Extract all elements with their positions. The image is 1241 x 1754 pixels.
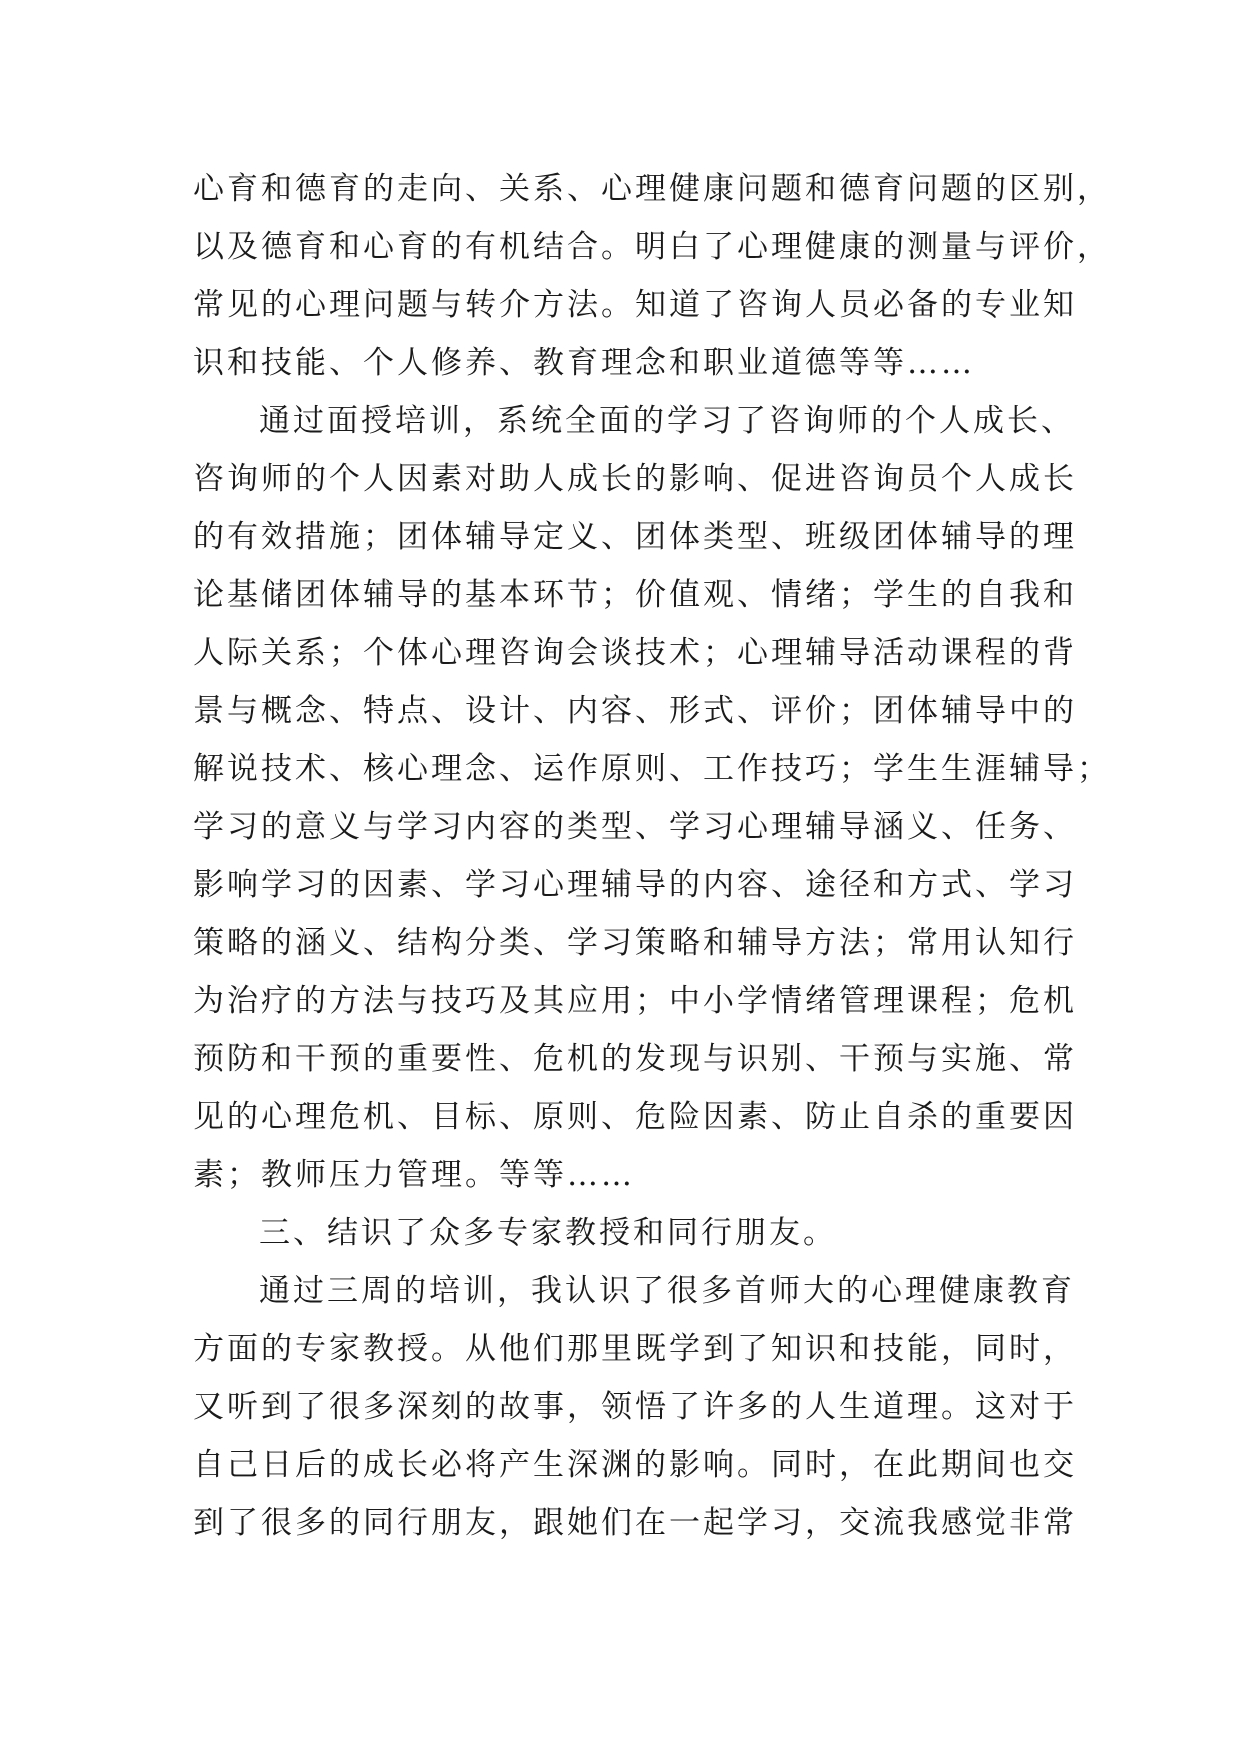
document-body: [193, 160, 1111, 1552]
text-line: 识和技能、个人修养、教育理念和职业道德等等……: [193, 345, 975, 381]
text-line: 景与概念、特点、设计、内容、形式、评价；团体辅导中的: [193, 693, 1077, 729]
text-line: 又听到了很多深刻的故事，领悟了许多的人生道理。这对于: [193, 1389, 1077, 1425]
text-line: 心育和德育的走向、关系、心理健康问题和德育问题的区别，: [193, 171, 1111, 207]
text-line: 预防和干预的重要性、危机的发现与识别、干预与实施、常: [193, 1041, 1077, 1077]
paragraph-first-line: 通过面授培训，系统全面的学习了咨询师的个人成长、: [259, 403, 1075, 439]
text-line: 自己日后的成长必将产生深渊的影响。同时，在此期间也交: [193, 1447, 1077, 1483]
text-line: 论基储团体辅导的基本环节；价值观、情绪；学生的自我和: [193, 577, 1077, 613]
text-line: 影响学习的因素、学习心理辅导的内容、途径和方式、学习: [193, 867, 1077, 903]
text-line: 常见的心理问题与转介方法。知道了咨询人员必备的专业知: [193, 287, 1077, 323]
paragraph-first-line: 通过三周的培训，我认识了很多首师大的心理健康教育: [259, 1273, 1075, 1309]
text-line: 人际关系；个体心理咨询会谈技术；心理辅导活动课程的背: [193, 635, 1077, 671]
text-line: 策略的涵义、结构分类、学习策略和辅导方法；常用认知行: [193, 925, 1077, 961]
text-line: 解说技术、核心理念、运作原则、工作技巧；学生生涯辅导；: [193, 751, 1111, 787]
text-line: 素；教师压力管理。等等……: [193, 1157, 635, 1193]
text-line: 为治疗的方法与技巧及其应用；中小学情绪管理课程；危机: [193, 983, 1077, 1019]
text-line: 学习的意义与学习内容的类型、学习心理辅导涵义、任务、: [193, 809, 1077, 845]
text-line: 以及德育和心育的有机结合。明白了心理健康的测量与评价，: [193, 229, 1111, 265]
text-line: 咨询师的个人因素对助人成长的影响、促进咨询员个人成长: [193, 461, 1077, 497]
text-line: 方面的专家教授。从他们那里既学到了知识和技能，同时，: [193, 1331, 1077, 1367]
text-line: 到了很多的同行朋友，跟她们在一起学习，交流我感觉非常: [193, 1505, 1077, 1541]
section-heading: 三、结识了众多专家教授和同行朋友。: [259, 1215, 837, 1251]
text-line: 的有效措施；团体辅导定义、团体类型、班级团体辅导的理: [193, 519, 1077, 555]
text-line: 见的心理危机、目标、原则、危险因素、防止自杀的重要因: [193, 1099, 1077, 1135]
